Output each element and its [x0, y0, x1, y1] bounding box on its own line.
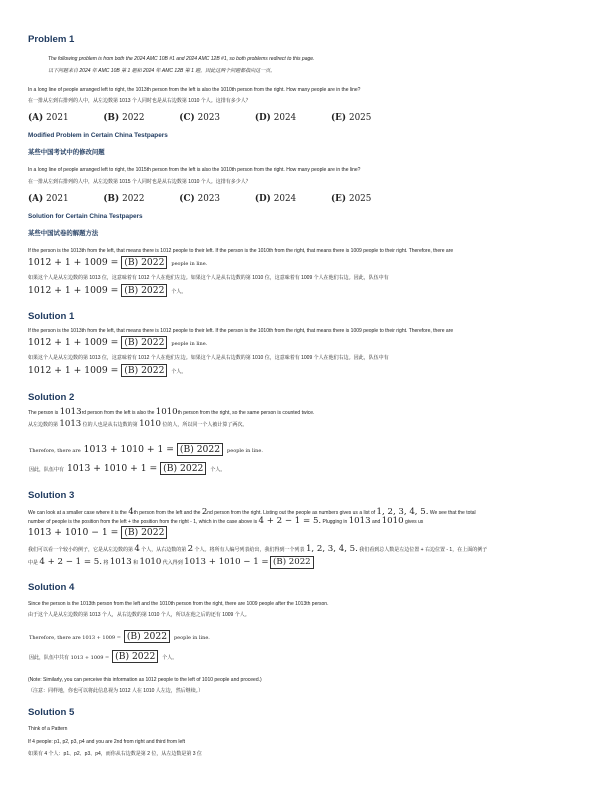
answer-box: (B) 2022 — [121, 336, 167, 349]
solution-1-heading: Solution 1 — [28, 311, 75, 322]
solution-2-heading: Solution 2 — [28, 392, 75, 403]
answer-choices — [28, 113, 403, 123]
answer-box: (B) 2022 — [121, 364, 167, 377]
solution-3-text-zh-line-2: 中是 4 + 2 − 1 = 5. 将 1013 和 1010 代入得到 1013 + 1010 − 1 = (B) 2022 — [28, 556, 314, 569]
choice-e: (E) 2025 — [330, 113, 372, 123]
choice-e: (E) 2025 — [330, 194, 372, 204]
china-solution-equation-zh: 1012 + 1 + 1009 = (B) 2022 个人。 — [28, 285, 187, 296]
china-solution-equation-en: 1012 + 1 + 1009 = (B) 2022 people in line. — [28, 257, 208, 268]
solution-3-text-zh-line-1: 我们可以看一个较小的例子，它是从左边数的第 4 个人，从右边数的第 2 个人。将所有人编号列表给出，我们得到一个列表 1, 2, 3, 4, 5. 我们看到总人数是左边位置 + 右边位置 - 1，在上面的例子 — [28, 544, 488, 554]
modified-problem-heading-zh: 某些中国考试中的修改问题 — [28, 149, 105, 156]
china-solution-heading: Solution for Certain China Testpapers — [28, 213, 143, 220]
solution-2-text-en: The person is 1013rd person from the left is also the 1010th person from the right, so the same person is counted twice. — [28, 407, 315, 417]
solution-3-text-line-1: We can look at a smaller case where it is the 4th person from the left and the 2nd person from the right. Listing out the people as numbers gives us a list of 1, 2, 3, 4, 5. We see that the total — [28, 507, 476, 517]
solution-3-heading: Solution 3 — [28, 490, 75, 501]
modified-problem-text-zh: 在一排从左到右排列的人中，从左边数第 1015 个人同时也是从右边数第 1010 个人。这排有多少人？ — [28, 179, 251, 185]
solution-2-equation-zh: 因此，队伍中有 1013 + 1010 + 1 = (B) 2022 个人。 — [29, 463, 226, 474]
modified-problem-text-en: In a long line of people arranged left to right, the 1015th person from the left is also the 1010th person from the right. How many people are in the line? — [28, 167, 361, 173]
answer-box: (B) 2022 — [124, 630, 170, 643]
choice-b: (B) 2022 — [103, 194, 145, 204]
solution-4-text-zh: 由于这个人是从左边数的第 1013 个人，从右边数的第 1010 个人，所以在他之后的还有 1009 个人。 — [28, 612, 250, 618]
answer-box: (B) 2022 — [121, 256, 167, 269]
solution-1-equation-en: 1012 + 1 + 1009 = (B) 2022 people in line. — [28, 337, 208, 348]
solution-2-text-zh: 从左边数的第 1013 位的人也是从右边数的第 1010 位的人，所以同一个人被计算了两次。 — [28, 419, 248, 429]
choice-a: (A) 2021 — [28, 113, 69, 123]
solution-1-text-zh: 如果这个人是从左边数的第 1013 位，这意味着有 1012 个人在他们左边。如果这个人是从右边数的第 1010 位，这意味着有 1009 个人在他们右边。因此，队伍中有 — [28, 355, 389, 361]
solution-3-text-line-2: number of people is the position from the left + the position from the right - 1, which in the case above is 4 + 2 − 1 = 5. Plugging in 1013 and 1010 gives us — [28, 516, 424, 526]
problem-text-en: In a long line of people arranged left to right, the 1013th person from the left is also the 1010th person from the right. How many people are in the line? — [28, 87, 361, 93]
solution-5-heading: Solution 5 — [28, 707, 75, 718]
redirect-note-en: The following problem is from both the 2024 AMC 10B #1 and 2024 AMC 12B #1, so both problems redirect to this page. — [48, 56, 315, 62]
choice-b: (B) 2022 — [103, 113, 145, 123]
solution-1-text-en: If the person is the 1013th from the left, that means there is 1012 people to their left. If the person is the 1010th from the right, that means there is 1009 people to their right. Therefore, there are — [28, 328, 454, 334]
choice-c: (C) 2023 — [179, 194, 221, 204]
answer-box: (B) 2022 — [160, 462, 206, 475]
solution-4-equation-en: Therefore, there are 1013 + 1009 = (B) 2022 people in line. — [29, 631, 210, 642]
answer-box: (B) 2022 — [121, 284, 167, 297]
china-solution-text-en: If the person is the 1013th from the left, that means there is 1012 people to their left. If the person is the 1010th from the right, that means there is 1009 people to their right. Therefore, there are — [28, 248, 454, 254]
solution-4-equation-zh: 因此，队伍中共有 1013 + 1009 = (B) 2022 个人。 — [29, 651, 178, 662]
redirect-note-zh: 以下问题来自 2024 年 AMC 10B 第 1 题和 2024 年 AMC 12B 第 1 题，因此这两个问题都指向这一页。 — [48, 68, 276, 74]
answer-box: (B) 2022 — [177, 443, 223, 456]
answer-box: (B) 2022 — [121, 526, 167, 539]
modified-answer-choices — [28, 194, 403, 204]
solution-1-equation-zh: 1012 + 1 + 1009 = (B) 2022 个人。 — [28, 365, 187, 376]
choice-d: (D) 2024 — [254, 113, 297, 123]
solution-4-text-en: Since the person is the 1013th person from the left and the 1010th person from the right, there are 1009 people after the 1013th person. — [28, 601, 329, 607]
answer-box: (B) 2022 — [270, 556, 314, 569]
solution-4-note-en: (Note: Similarly, you can perceive this information as 1012 people to the left of 1010 people and proceed.) — [28, 677, 262, 683]
problem-1-heading: Problem 1 — [28, 34, 75, 45]
modified-problem-heading: Modified Problem in Certain China Testpapers — [28, 132, 168, 139]
choice-a: (A) 2021 — [28, 194, 69, 204]
choice-c: (C) 2023 — [179, 113, 221, 123]
solution-4-note-zh: （注意：同样地，你也可以将此信息视为 1012 人在 1010 人左边，然后继续。） — [28, 688, 204, 694]
solution-5-text-line-1: Think of a Pattern — [28, 726, 68, 732]
china-solution-text-zh: 如果这个人是从左边数的第 1013 位，这意味着有 1012 个人在他们左边。如果这个人是从右边数的第 1010 位，这意味着有 1009 个人在他们右边。因此，队伍中有 — [28, 275, 389, 281]
solution-3-equation: 1013 + 1010 − 1 = (B) 2022 — [28, 526, 167, 539]
solution-2-equation-en: Therefore, there are 1013 + 1010 + 1 = (B) 2022 people in line. — [29, 444, 263, 455]
answer-box: (B) 2022 — [112, 650, 158, 663]
solution-5-text-line-3: 如果有 4 个人：p1、p2、p3、p4，而你从右边数是第 2 位，从左边数是第 3 位 — [28, 751, 202, 757]
china-solution-heading-zh: 某些中国试卷的解题方法 — [28, 230, 99, 237]
choice-d: (D) 2024 — [254, 194, 297, 204]
solution-5-text-line-2: If 4 people: p1, p2, p3, p4 and you are 2nd from right and third from left — [28, 739, 186, 745]
solution-4-heading: Solution 4 — [28, 582, 75, 593]
problem-text-zh: 在一排从左到右排列的人中，从左边数第 1013 个人同时也是从右边数第 1010 个人。这排有多少人？ — [28, 98, 251, 104]
